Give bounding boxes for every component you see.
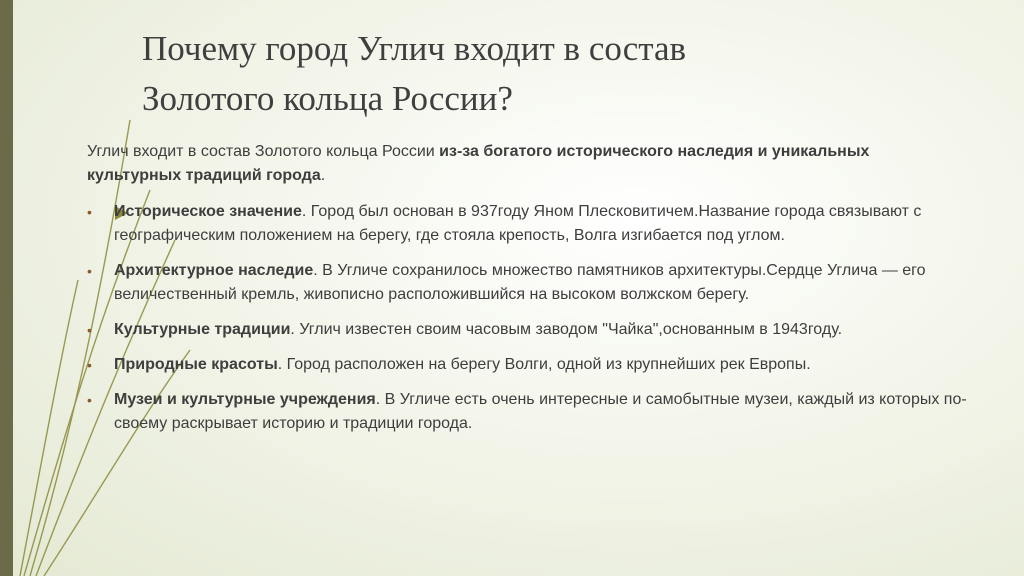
bullet-list (87, 200, 967, 436)
bullet-icon: • (87, 263, 92, 279)
list-item (87, 353, 967, 377)
slide-body (87, 140, 967, 447)
list-item (87, 318, 967, 342)
bullet-icon: • (87, 204, 92, 220)
item-heading: Архитектурное наследие (114, 262, 314, 279)
title-line-1: Почему город Углич входит в состав (142, 29, 687, 68)
item-text: . В Угличе сохранилось множество памятников архитектуры.Сердце Углича — его величественный кремль, живописно расположившийся на высоком волжском берегу. (114, 262, 926, 303)
list-item (87, 388, 967, 436)
bullet-icon: • (87, 392, 92, 408)
item-text: . Город был основан в 937году Яном Плесковитичем.Название города связывают с географическим положением на берегу, где стояла крепость, Волга изгибается под углом. (114, 203, 922, 244)
intro-paragraph (87, 140, 967, 188)
intro-text: Углич входит в состав Золотого кольца России (87, 143, 440, 160)
intro-end: . (320, 167, 326, 184)
item-heading: Музеи и культурные учреждения (114, 391, 376, 408)
item-heading: Культурные традиции (114, 321, 291, 338)
item-heading: Природные красоты (114, 356, 278, 373)
title-line-2: Золотого кольца России? (142, 79, 513, 118)
item-text: . Город расположен на берегу Волги, одной из крупнейших рек Европы. (277, 356, 811, 373)
slide-title (142, 24, 962, 124)
bullet-icon: • (87, 357, 92, 373)
item-text: . Углич известен своим часовым заводом "Чайка",основанным в 1943году. (290, 321, 843, 338)
bullet-icon: • (87, 322, 92, 338)
item-heading: Историческое значение (114, 203, 302, 220)
list-item (87, 259, 967, 307)
intro-bold: из-за богатого исторического наследия и уникальных культурных традиций города (87, 143, 870, 184)
item-text: . В Угличе есть очень интересные и самобытные музеи, каждый из которых по-своему раскрывает историю и традиции города. (114, 391, 967, 432)
list-item (87, 200, 967, 248)
